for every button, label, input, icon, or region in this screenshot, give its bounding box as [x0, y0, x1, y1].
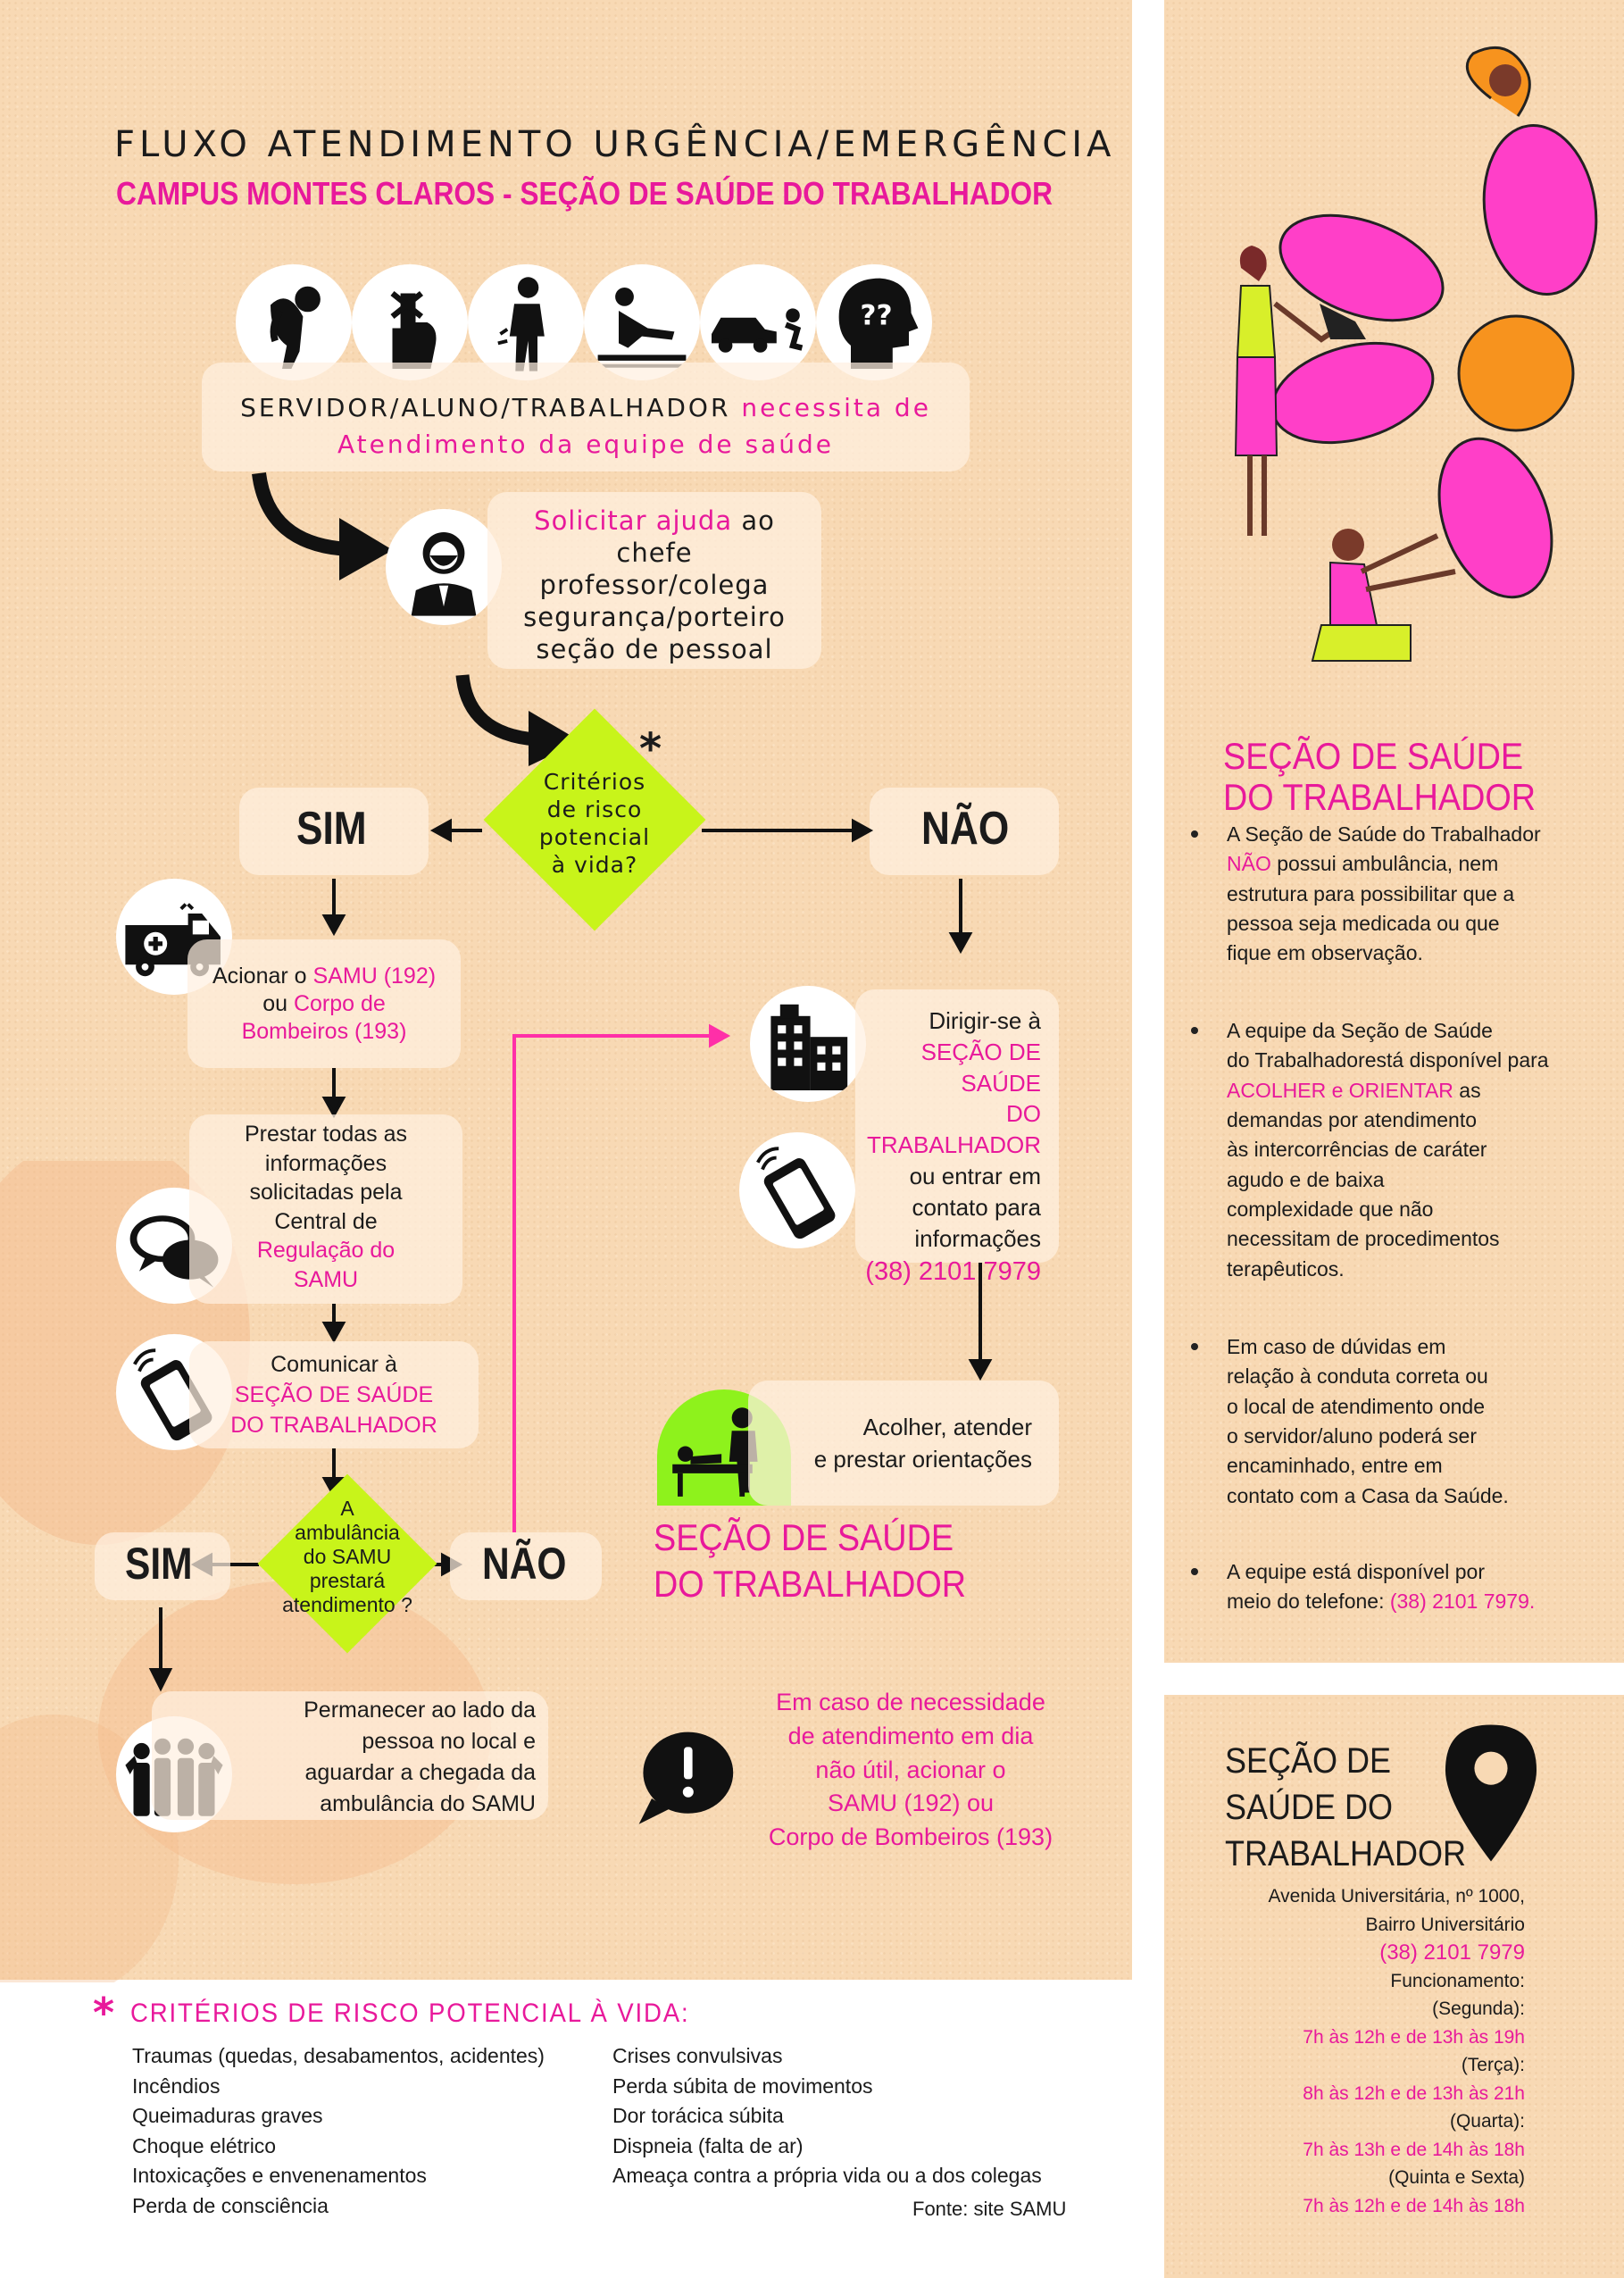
b1-l2: possui ambulância, nem — [1277, 852, 1499, 876]
decision-risk-l3: potencial — [538, 824, 651, 850]
b1-l1: A Seção de Saúde do Trabalhador — [1227, 822, 1541, 846]
criteria-item: Queimaduras graves — [132, 2104, 323, 2128]
alert-speech-icon — [630, 1725, 737, 1829]
sidebar-bullet — [1191, 1027, 1198, 1034]
address-street: Avenida Universitária, nº 1000, — [1268, 1886, 1525, 1907]
b1-l3: estrutura para possibilitar que a — [1227, 881, 1515, 905]
request-help-professor: professor/colega — [539, 569, 770, 600]
request-help-seguranca: segurança/porteiro — [523, 601, 786, 632]
call-samu-text — [187, 963, 461, 1046]
criteria-title: CRITÉRIOS DE RISCO POTENCIAL À VIDA: — [130, 1998, 690, 2028]
address-title — [1225, 1738, 1466, 1877]
b1-l5: fique em observação. — [1227, 941, 1423, 965]
section-label-l1: SEÇÃO DE SAÚDE — [654, 1516, 954, 1558]
sidebar-bullet — [1191, 1343, 1198, 1350]
info-l6: SAMU — [293, 1266, 359, 1292]
stay-l2: pessoa no local e — [362, 1729, 536, 1754]
step-need-help-who: SERVIDOR/ALUNO/TRABALHADOR — [240, 393, 731, 422]
decision-risk-l1: Critérios — [543, 769, 646, 795]
stay-l1: Permanecer ao lado da — [304, 1698, 536, 1723]
stay-l4: ambulância do SAMU — [320, 1791, 536, 1816]
step-need-help-line2: Atendimento da equipe de saúde — [337, 430, 835, 459]
call-samu-bombeiros: Bombeiros (193) — [241, 1019, 407, 1044]
decision-risk-l4: à vida? — [551, 852, 638, 878]
notice-l1: Em caso de necessidade — [776, 1689, 1045, 1715]
notice-l2: de atendimento em dia — [787, 1722, 1034, 1749]
b2-l1: A equipe da Seção de Saúde — [1227, 1019, 1493, 1042]
sidebar-item-2 — [1227, 1016, 1602, 1284]
call-samu-corpo: Corpo de — [293, 991, 386, 1016]
b2-l8: necessitam de procedimentos — [1227, 1227, 1500, 1251]
b2-l2: do Trabalhadorestá disponível para — [1227, 1048, 1549, 1072]
sidebar-heading-l1: SEÇÃO DE SAÚDE — [1223, 735, 1524, 777]
mobile-phone-icon — [739, 1132, 855, 1248]
criteria-item: Dor torácica súbita — [612, 2104, 784, 2128]
b1-nao: NÃO — [1227, 852, 1271, 876]
call-samu-pre: Acionar o — [212, 964, 307, 989]
go-to-l2: SEÇÃO DE SAÚDE — [920, 1038, 1041, 1097]
address-details — [1187, 1882, 1525, 2220]
criteria-item: Intoxicações e envenenamentos — [132, 2164, 427, 2188]
info-l2: informações — [264, 1150, 387, 1176]
location-pin-icon — [1439, 1720, 1543, 1866]
address-title-l3: TRABALHADOR — [1225, 1834, 1467, 1873]
sidebar-bullet — [1191, 1568, 1198, 1575]
request-help-ao: ao — [741, 505, 775, 536]
info-l5: Regulação do — [256, 1238, 396, 1263]
go-to-phone: (38) 2101 7979 — [865, 1256, 1041, 1286]
request-help-pessoal: seção de pessoal — [536, 633, 773, 664]
notify-l2: SEÇÃO DE SAÚDE — [234, 1381, 434, 1407]
b2-as: as — [1459, 1078, 1481, 1102]
b3-l5: encaminhado, entre em — [1227, 1454, 1443, 1478]
request-help-lead: Solicitar ajuda — [534, 505, 733, 536]
b2-l7: complexidade que não — [1227, 1197, 1434, 1222]
criteria-item: Perda súbita de movimentos — [612, 2074, 873, 2098]
b2-l5: às intercorrências de caráter — [1227, 1138, 1487, 1162]
b2-l4: demandas por atendimento — [1227, 1108, 1478, 1132]
info-l4: Central de — [274, 1208, 378, 1234]
page-title: FLUXO ATENDIMENTO URGÊNCIA/EMERGÊNCIA — [114, 124, 1116, 165]
section-label-l2: DO TRABALHADOR — [654, 1563, 967, 1606]
decision-risk-l2: de risco — [546, 797, 643, 822]
b3-l6: contato com a Casa da Saúde. — [1227, 1483, 1509, 1507]
address-hours-4: 7h às 12h e de 14h às 18h — [1303, 2195, 1525, 2216]
no-label-1: NÃO — [921, 803, 1010, 855]
criteria-source: Fonte: site SAMU — [912, 2198, 1067, 2220]
criteria-item: Choque elétrico — [132, 2133, 277, 2157]
yes-label-1: SIM — [296, 803, 367, 855]
go-to-l6: informações — [914, 1224, 1041, 1252]
b4-l2: meio do telefone: — [1227, 1590, 1385, 1614]
b2-l6: agudo e de baixa — [1227, 1167, 1385, 1191]
info-text — [189, 1120, 462, 1294]
go-to-l4: ou entrar em — [909, 1163, 1041, 1190]
info-l1: Prestar todas as — [244, 1122, 408, 1147]
criteria-item: Crises convulsivas — [612, 2044, 783, 2067]
page-subtitle: CAMPUS MONTES CLAROS - SEÇÃO DE SAÚDE DO TRABALHADOR — [116, 175, 1053, 212]
decision-ambulance-l5: atendimento ? — [282, 1592, 412, 1616]
building-icon — [750, 986, 866, 1102]
sidebar-item-4 — [1227, 1557, 1602, 1617]
decision-ambulance-l4: prestará — [309, 1568, 386, 1592]
welcome-text — [748, 1411, 1032, 1476]
address-phone: (38) 2101 7979 — [1379, 1940, 1525, 1965]
call-samu-ou: ou — [262, 991, 287, 1016]
decision-ambulance-text — [254, 1497, 441, 1617]
svg-text:??: ?? — [860, 299, 893, 332]
welcome-l1: Acolher, atender — [862, 1414, 1032, 1440]
decision-ambulance-l1: A — [340, 1497, 354, 1520]
notice-l5: Corpo de Bombeiros (193) — [768, 1823, 1054, 1851]
address-title-l1: SEÇÃO DE — [1225, 1741, 1392, 1781]
criteria-item: Incêndios — [132, 2074, 221, 2098]
go-to-l3: DO TRABALHADOR — [866, 1100, 1041, 1159]
criteria-star: * — [93, 1989, 115, 2037]
address-hours-1: 7h às 12h e de 13h às 19h — [1303, 2026, 1525, 2048]
notice-l3: não útil, acionar o — [815, 1756, 1006, 1783]
address-hours-3: 7h às 13h e de 14h às 18h — [1303, 2139, 1525, 2160]
sidebar-bullet — [1191, 830, 1198, 838]
section-label — [654, 1514, 966, 1607]
request-help-chefe: chefe — [616, 537, 693, 568]
address-day-1: (Segunda): — [1432, 1998, 1525, 2019]
holiday-notice-text — [741, 1686, 1080, 1855]
go-to-l1: Dirigir-se à — [929, 1007, 1041, 1034]
go-to-section-text — [855, 1005, 1041, 1289]
yes-label-2: SIM — [125, 1539, 193, 1589]
b2-acolher: ACOLHER e ORIENTAR — [1227, 1078, 1453, 1102]
no-label-2: NÃO — [482, 1539, 567, 1589]
address-bairro: Bairro Universitário — [1365, 1914, 1525, 1935]
b3-l4: o servidor/aluno poderá ser — [1227, 1424, 1477, 1448]
sidebar-heading — [1223, 736, 1536, 818]
criteria-col1 — [132, 2041, 545, 2222]
sidebar-heading-l2: DO TRABALHADOR — [1223, 776, 1537, 819]
sidebar-item-1 — [1227, 820, 1602, 969]
b3-l2: relação à conduta correta ou — [1227, 1364, 1488, 1389]
b2-l9: terapêuticos. — [1227, 1256, 1345, 1281]
info-l3: solicitadas pela — [249, 1180, 403, 1205]
notice-l4: SAMU (192) ou — [827, 1790, 995, 1817]
criteria-item: Ameaça contra a própria vida ou a dos colegas — [612, 2164, 1042, 2188]
address-day-2: (Terça): — [1461, 2055, 1525, 2075]
notify-text — [189, 1350, 479, 1440]
notify-l3: DO TRABALHADOR — [230, 1412, 437, 1438]
stay-l3: aguardar a chegada da — [304, 1760, 536, 1785]
address-funcionamento: Funcionamento: — [1390, 1970, 1525, 1991]
women-flower-illustration — [1187, 36, 1616, 714]
notify-l1: Comunicar à — [271, 1352, 397, 1377]
welcome-l2: e prestar orientações — [813, 1446, 1032, 1473]
b4-l1: A equipe está disponível por — [1227, 1560, 1485, 1583]
criteria-item: Perda de consciência — [132, 2193, 329, 2217]
b4-phone: (38) 2101 7979. — [1389, 1590, 1536, 1614]
decision-ambulance-l3: do SAMU — [303, 1544, 392, 1568]
b3-l3: o local de atendimento onde — [1227, 1394, 1485, 1418]
criteria-col2 — [612, 2041, 1042, 2191]
stay-text — [152, 1695, 536, 1820]
step-need-help-need: necessita de — [741, 393, 931, 422]
go-to-l5: contato para — [912, 1193, 1041, 1221]
criteria-item: Traumas (quedas, desabamentos, acidentes) — [132, 2044, 545, 2067]
address-hours-2: 8h às 12h e de 13h às 21h — [1303, 2082, 1525, 2104]
call-samu-number: SAMU (192) — [312, 964, 437, 989]
b1-l4: pessoa seja medicada ou que — [1227, 912, 1500, 936]
criteria-item: Dispneia (falta de ar) — [612, 2133, 804, 2157]
address-title-l2: SAÚDE DO — [1225, 1788, 1394, 1827]
address-day-3: (Quarta): — [1449, 2111, 1525, 2132]
sidebar-item-3 — [1227, 1332, 1602, 1511]
address-day-4: (Quinta e Sexta) — [1388, 2167, 1525, 2188]
b3-l1: Em caso de dúvidas em — [1227, 1335, 1446, 1358]
decision-risk-star: * — [639, 724, 662, 774]
decision-ambulance-l2: ambulância — [295, 1520, 400, 1544]
